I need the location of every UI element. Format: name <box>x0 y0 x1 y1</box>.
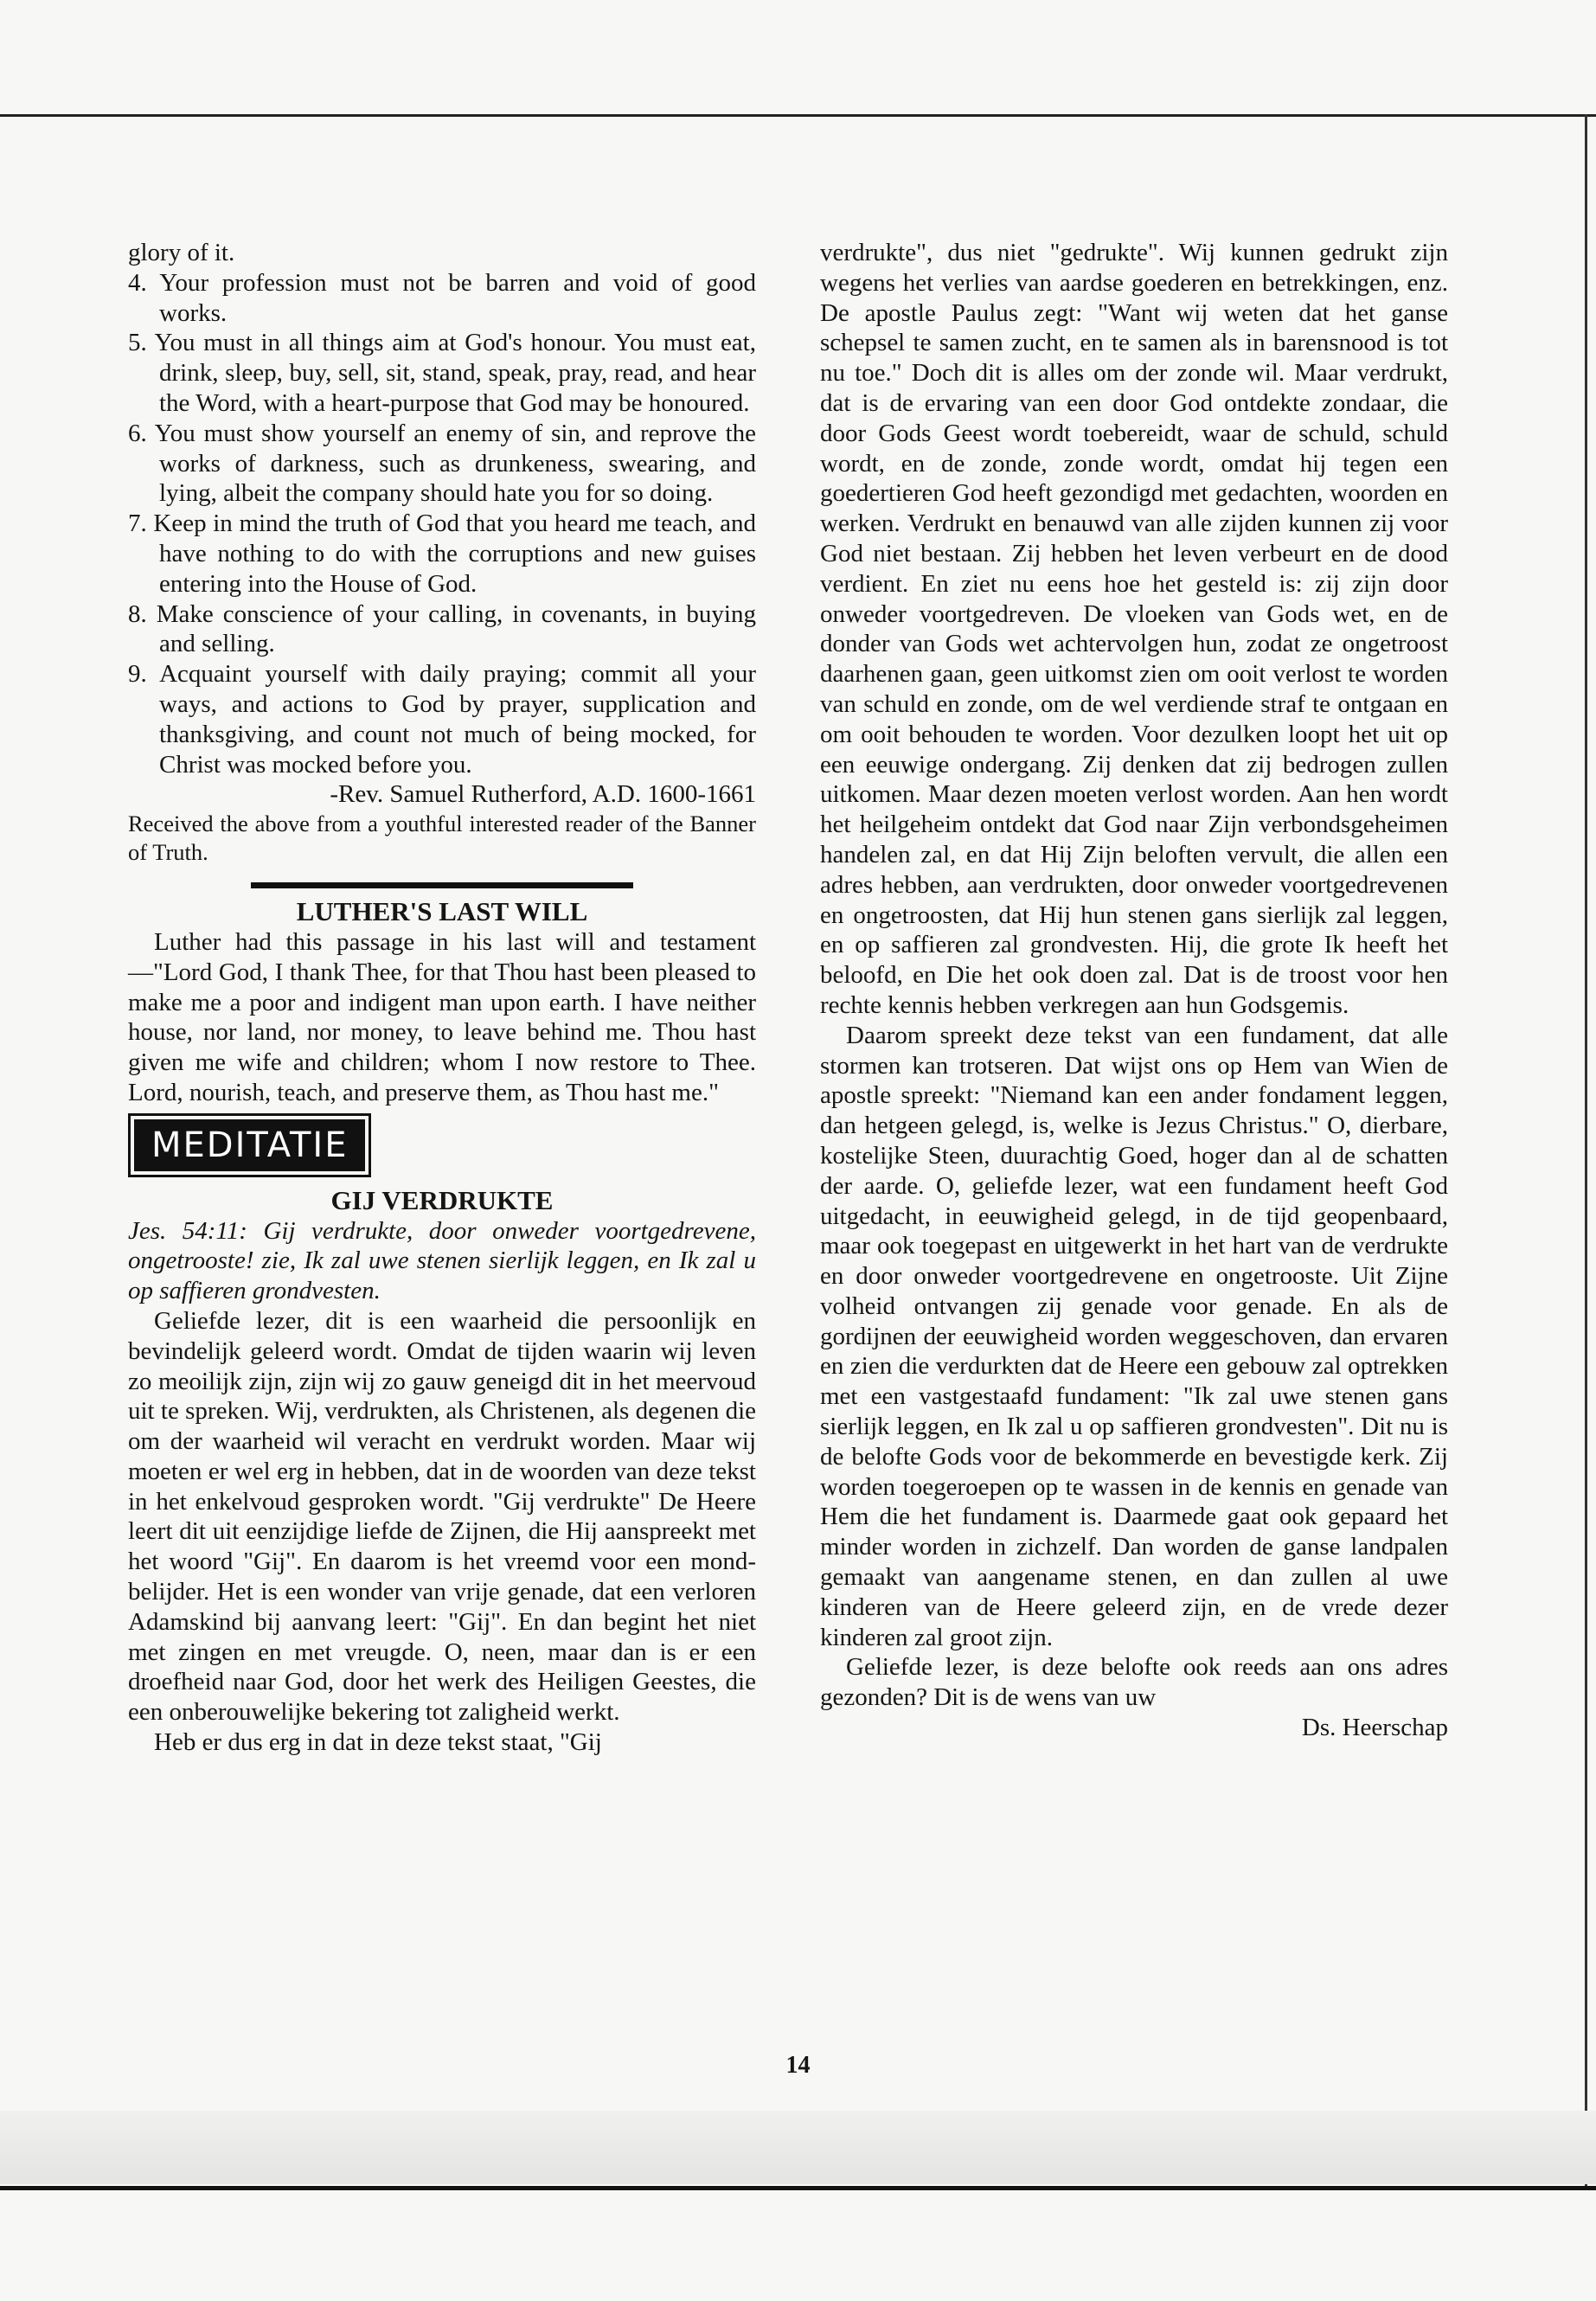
list-item: 4. Your profession must not be barren and void of good works. <box>128 268 756 327</box>
paragraph: Geliefde lezer, dit is een waarheid die persoonlijk en bevindelijk geleerd wordt. Omdat de tijden waarin wij leven zo meoilijk zijn, zijn wij zo gauw geneigd dit in het meervoud uit te spreken. Wij, verdrukten, als Christenen, als degenen die om der waarheid wil veracht en verdrukt worden. Maar wij moeten er wel erg in hebben, dat in de woorden van deze tekst in het enkelvoud gesproken wordt. "Gij verdrukte" De Heere leert dit uit eenzijdige liefde de Zijnen, die Hij aanspreekt met het woord "Gij". En daarom is het vreemd voor een mond-belijder. Het is een wonder van vrije genade, dat een verloren Adamskind bij aanvang leert: "Gij". En dan begint het niet met zingen en met vreugde. O, neen, maar dan is er een droefheid naar God, door het werk des Heiligen Geestes, die een onberouwelijke bekering tot zaligheid werkt. <box>128 1306 756 1727</box>
paragraph: Heb er dus erg in dat in deze tekst staat, "Gij <box>154 1728 602 1757</box>
bottom-border <box>0 2186 1596 2190</box>
right-column <box>820 238 1448 1743</box>
list-item: 8. Make conscience of your calling, in covenants, in buying and selling. <box>128 599 756 658</box>
paragraph: Geliefde lezer, is deze belofte ook reeds aan ons adres gezonden? Dit is de wens van uw <box>820 1653 1448 1712</box>
list-item: 7. Keep in mind the truth of God that you heard me teach, and have nothing to do with the corruptions and new guises entering into the House of God. <box>128 510 756 598</box>
luther-heading: LUTHER'S LAST WILL <box>296 896 588 927</box>
left-column <box>128 238 756 1758</box>
signature: Ds. Heerschap <box>1301 1714 1448 1742</box>
scan-margin <box>0 2111 1596 2184</box>
list-item: 5. You must in all things aim at God's honour. You must eat, drink, sleep, buy, sell, sit, stand, speak, pray, read, and hear the Word, with a heart-purpose that God may be honoured. <box>128 329 756 417</box>
list-item: 9. Acquaint yourself with daily praying; commit all your ways, and actions to God by prayer, supplication and thanksgiving, and count not much of being mocked, for Christ was mocked before you. <box>128 660 756 779</box>
paragraph: Daarom spreekt deze tekst van een fundament, dat alle stormen kan trotseren. Dat wijst ons op Hem van Wien de apostle spreekt: "Niemand kan een ander fondament leggen, dan hetgeen gelegd, is, welke is Jezus Christus." O, dierbare, kostelijke Steen, duurachtig Goed, hoger dan al de schatten der aarde. O, geliefde lezer, wat een fundament heeft God uitgedacht, in eeuwigheid gelegd, in de tijd geopenbaard, maar ook toegepast en uitgewerkt in het hart van de verdrukte en door onweder voortgedrevene en ongetrooste. Uit Zijne volheid ontvangen zij genade voor genade. En als de gordijnen der eeuwigheid worden weggeschoven, dan ervaren en zien die verdurkten dat de Heere een gebouw zal optrekken met een vastgestaafd fundament: "Ik zal uwe stenen gans sierlijk leggen, en Ik zal u op saffieren grondvesten". Dit nu is de belofte Gods voor de bekommerde en bevestigde kerk. Zij worden toegeroepen op te wassen in de kennis en genade van Hem die het fundament is. Daarmede gaat ook gepaard het minder worden in zichzelf. Dan worden de ganse landpalen gemaakt van aangename stenen, en dan zullen al uwe kinderen van de Heere geleerd zijn, en de vrede dezer kinderen zal groot zijn. <box>820 1021 1448 1651</box>
luther-text: Luther had this passage in his last will and testament—"Lord God, I thank Thee, for that Thou hast been pleased to make me a poor and indigent man upon earth. I have neither house, nor land, nor money, to leave behind me. Thou hast given me wife and children; whom I now restore to Thee. Lord, nourish, teach, and preserve them, as Thou hast me." <box>128 927 756 1106</box>
verse-text: Jes. 54:11: Gij verdrukte, door onweder voortgedrevene, ongetrooste! zie, Ik zal uwe stenen sierlijk leggen, en Ik zal u op saffieren grondvesten. <box>128 1216 756 1305</box>
meditatie-label: MEDITATIE <box>134 1119 365 1171</box>
paragraph: verdrukte", dus niet "gedrukte". Wij kunnen gedrukt zijn wegens het verlies van aardse goederen en betrekkingen, enz. De apostle Paulus zegt: "Want wij weten dat het ganse schepsel te samen zucht, en te samen als in barensnood is tot nu toe." Doch dit is alles om der zonde wil. Maar verdrukt, dat is de ervaring van een door God ontdekte zondaar, die door Gods Geest wordt toebereidt, waar de schuld, schuld wordt, en de zonde, zonde wordt, omdat hij tegen een goedertieren God heeft gezondigd met gedachten, woorden en werken. Verdrukt en benauwd van alle zijden kunnen zij voor God niet bestaan. Zij hebben het leven verbeurt en de dood verdient. En ziet nu eens hoe het gesteld is: zij zijn door onweder voortgedreven. De vloeken van Gods wet, en de donder van Gods wet achtervolgen hun, zodat ze ongetroost daarhenen gaan, geen uitkomst zien om ooit verlost te worden van schuld en zonde, om de wel verdiende straf te ontgaan en om ooit behouden te worden. Voor dezulken loopt het uit op een eeuwige ondergang. Zij denken dat zij bedrogen zullen uitkomen. Maar dezen moeten verlost worden. Aan hen wordt het heilgeheim ontdekt dat God naar Zijn verbondsgeheimen handelen zal, en dat Hij Zijn beloften vervult, die allen een adres hebben, aan verdrukten, door onweder voortgedrevenen en ongetroosten, dat Hij hun stenen gans sierlijk zal leggen, en op saffieren zal grondvesten. Hij, die grote Ik heeft het beloofd, en Die het ook doen zal. Dat is de troost voor hen rechte kennis hebben verkregen aan hun Godsgemis. <box>820 239 1448 1019</box>
attribution: -Rev. Samuel Rutherford, A.D. 1600-1661 <box>330 780 756 809</box>
list-item: 6. You must show yourself an enemy of sin, and reprove the works of darkness, such as drunkeness, swearing, and lying, albeit the company should hate you for so doing. <box>128 419 756 508</box>
reader-note: Received the above from a youthful interested reader of the Banner of Truth. <box>128 811 756 866</box>
section-divider <box>251 882 633 888</box>
top-border <box>0 114 1596 117</box>
right-border <box>1585 114 1587 2186</box>
meditatie-badge <box>128 1113 371 1177</box>
page-number: 14 <box>785 2052 811 2079</box>
paragraph: glory of it. <box>128 239 235 266</box>
gij-heading: GIJ VERDRUKTE <box>330 1184 554 1215</box>
